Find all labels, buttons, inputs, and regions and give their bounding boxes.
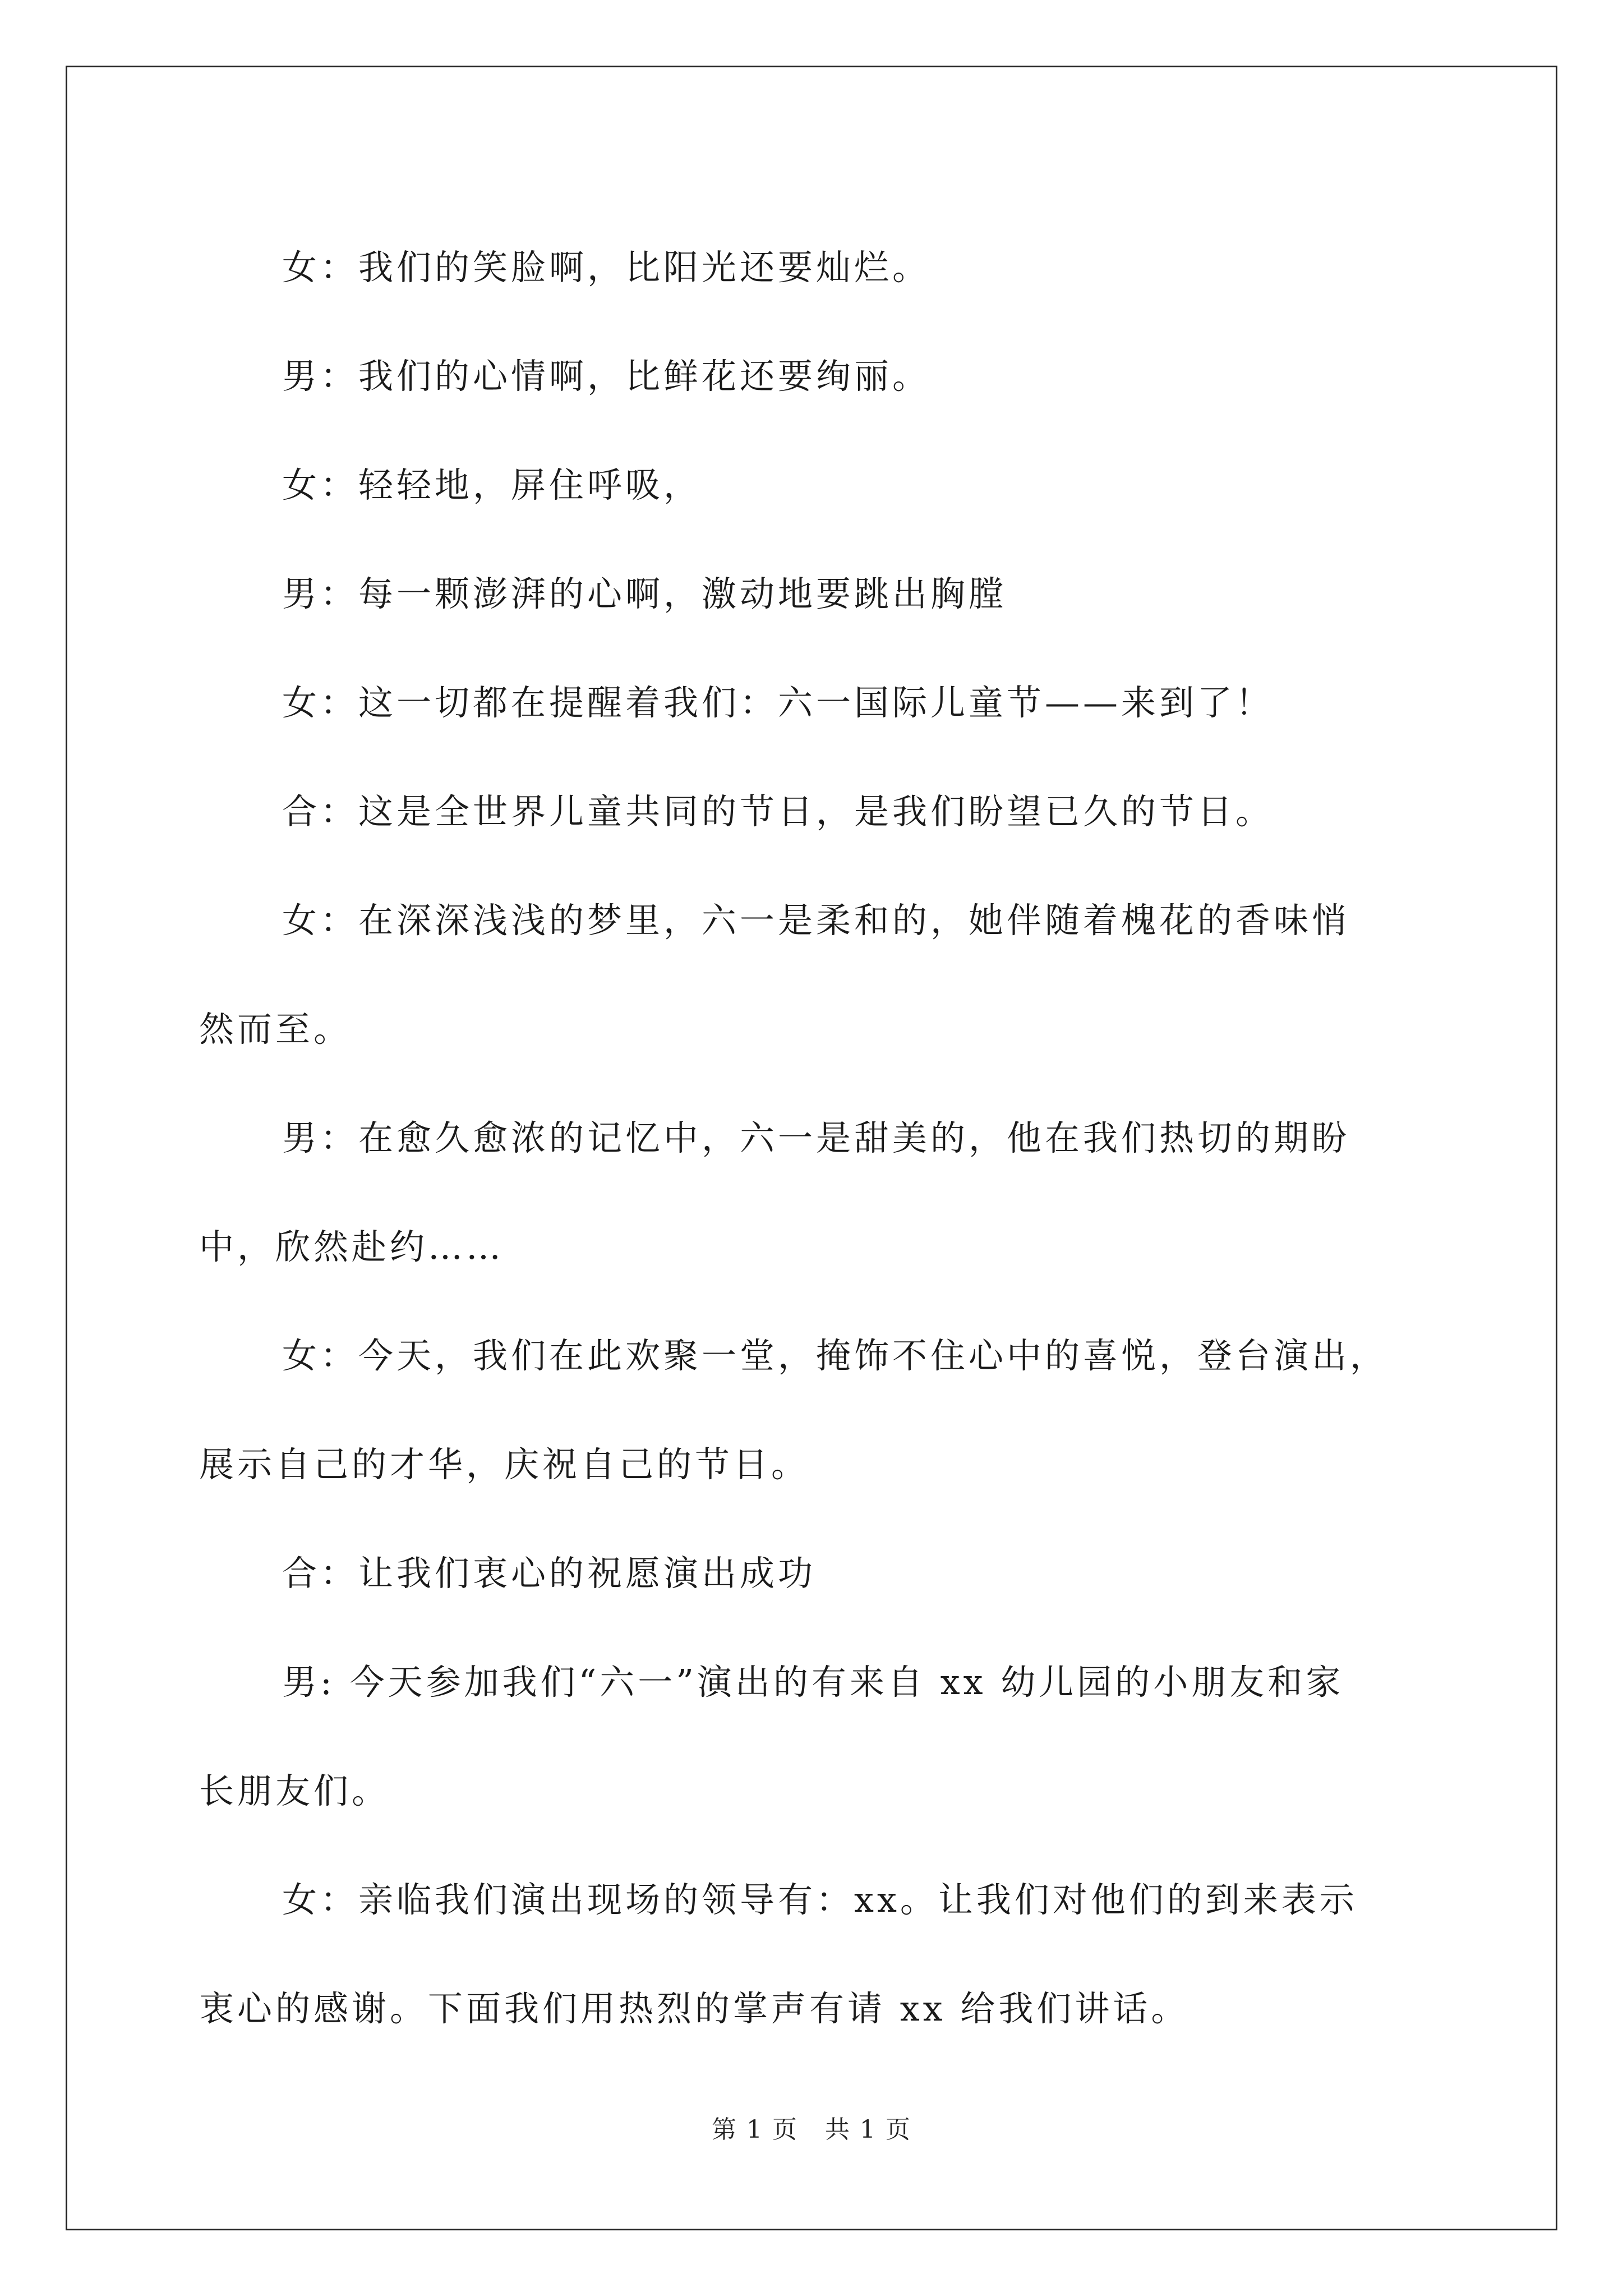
paragraph-3	[199, 431, 1433, 540]
paragraph-4	[199, 540, 1433, 648]
paragraph-line: 女：我们的笑脸啊，比阳光还要灿烂。	[282, 247, 931, 288]
paragraph-line-continued: 然而至。	[199, 1009, 352, 1050]
paragraph-8	[199, 1084, 1433, 1301]
paragraph-line-continued: 展示自己的才华，庆祝自己的节日。	[199, 1444, 810, 1485]
paragraph-line: 男：每一颗澎湃的心啊，激动地要跳出胸膛	[282, 573, 1007, 614]
page-number: 第 1 页	[712, 2115, 798, 2144]
paragraph-2	[199, 322, 1433, 431]
paragraph-line: 女：今天，我们在此欢聚一堂，掩饰不住心中的喜悦，登台演出，	[282, 1335, 1389, 1376]
paragraph-line-continued: 衷心的感谢。下面我们用热烈的掌声有请 xx 给我们讲话。	[199, 1988, 1189, 2029]
paragraph-12	[199, 1846, 1433, 2063]
paragraph-line-continued: 中，欣然赴约……	[199, 1226, 505, 1267]
paragraph-line: 女：轻轻地，屏住呼吸，	[282, 464, 702, 505]
paragraph-line: 合：这是全世界儿童共同的节日，是我们盼望已久的节日。	[282, 791, 1274, 832]
paragraph-5	[199, 648, 1433, 757]
paragraph-line: 男：在愈久愈浓的记忆中，六一是甜美的，他在我们热切的期盼	[282, 1117, 1350, 1158]
paragraph-line: 女：在深深浅浅的梦里，六一是柔和的，她伴随着槐花的香味悄	[282, 900, 1350, 941]
paragraph-11	[199, 1628, 1433, 1846]
paragraph-1	[199, 213, 1433, 322]
paragraph-line: 男: 今天参加我们“六一”演出的有来自 xx 幼儿园的小朋友和家	[282, 1662, 1344, 1703]
paragraph-line: 女：亲临我们演出现场的领导有：xx。让我们对他们的到来表示	[282, 1879, 1358, 1920]
page-footer	[0, 2109, 1623, 2145]
paragraph-7	[199, 866, 1433, 1084]
paragraph-line-continued: 长朋友们。	[199, 1770, 390, 1811]
document-body	[199, 213, 1433, 2063]
paragraph-line: 男：我们的心情啊，比鲜花还要绚丽。	[282, 356, 931, 397]
paragraph-6	[199, 757, 1433, 866]
paragraph-9	[199, 1301, 1433, 1519]
page-total: 共 1 页	[825, 2115, 911, 2144]
paragraph-line: 女：这一切都在提醒着我们：六一国际儿童节——来到了！	[282, 682, 1274, 723]
paragraph-line: 合：让我们衷心的祝愿演出成功	[282, 1553, 817, 1594]
paragraph-10	[199, 1519, 1433, 1628]
